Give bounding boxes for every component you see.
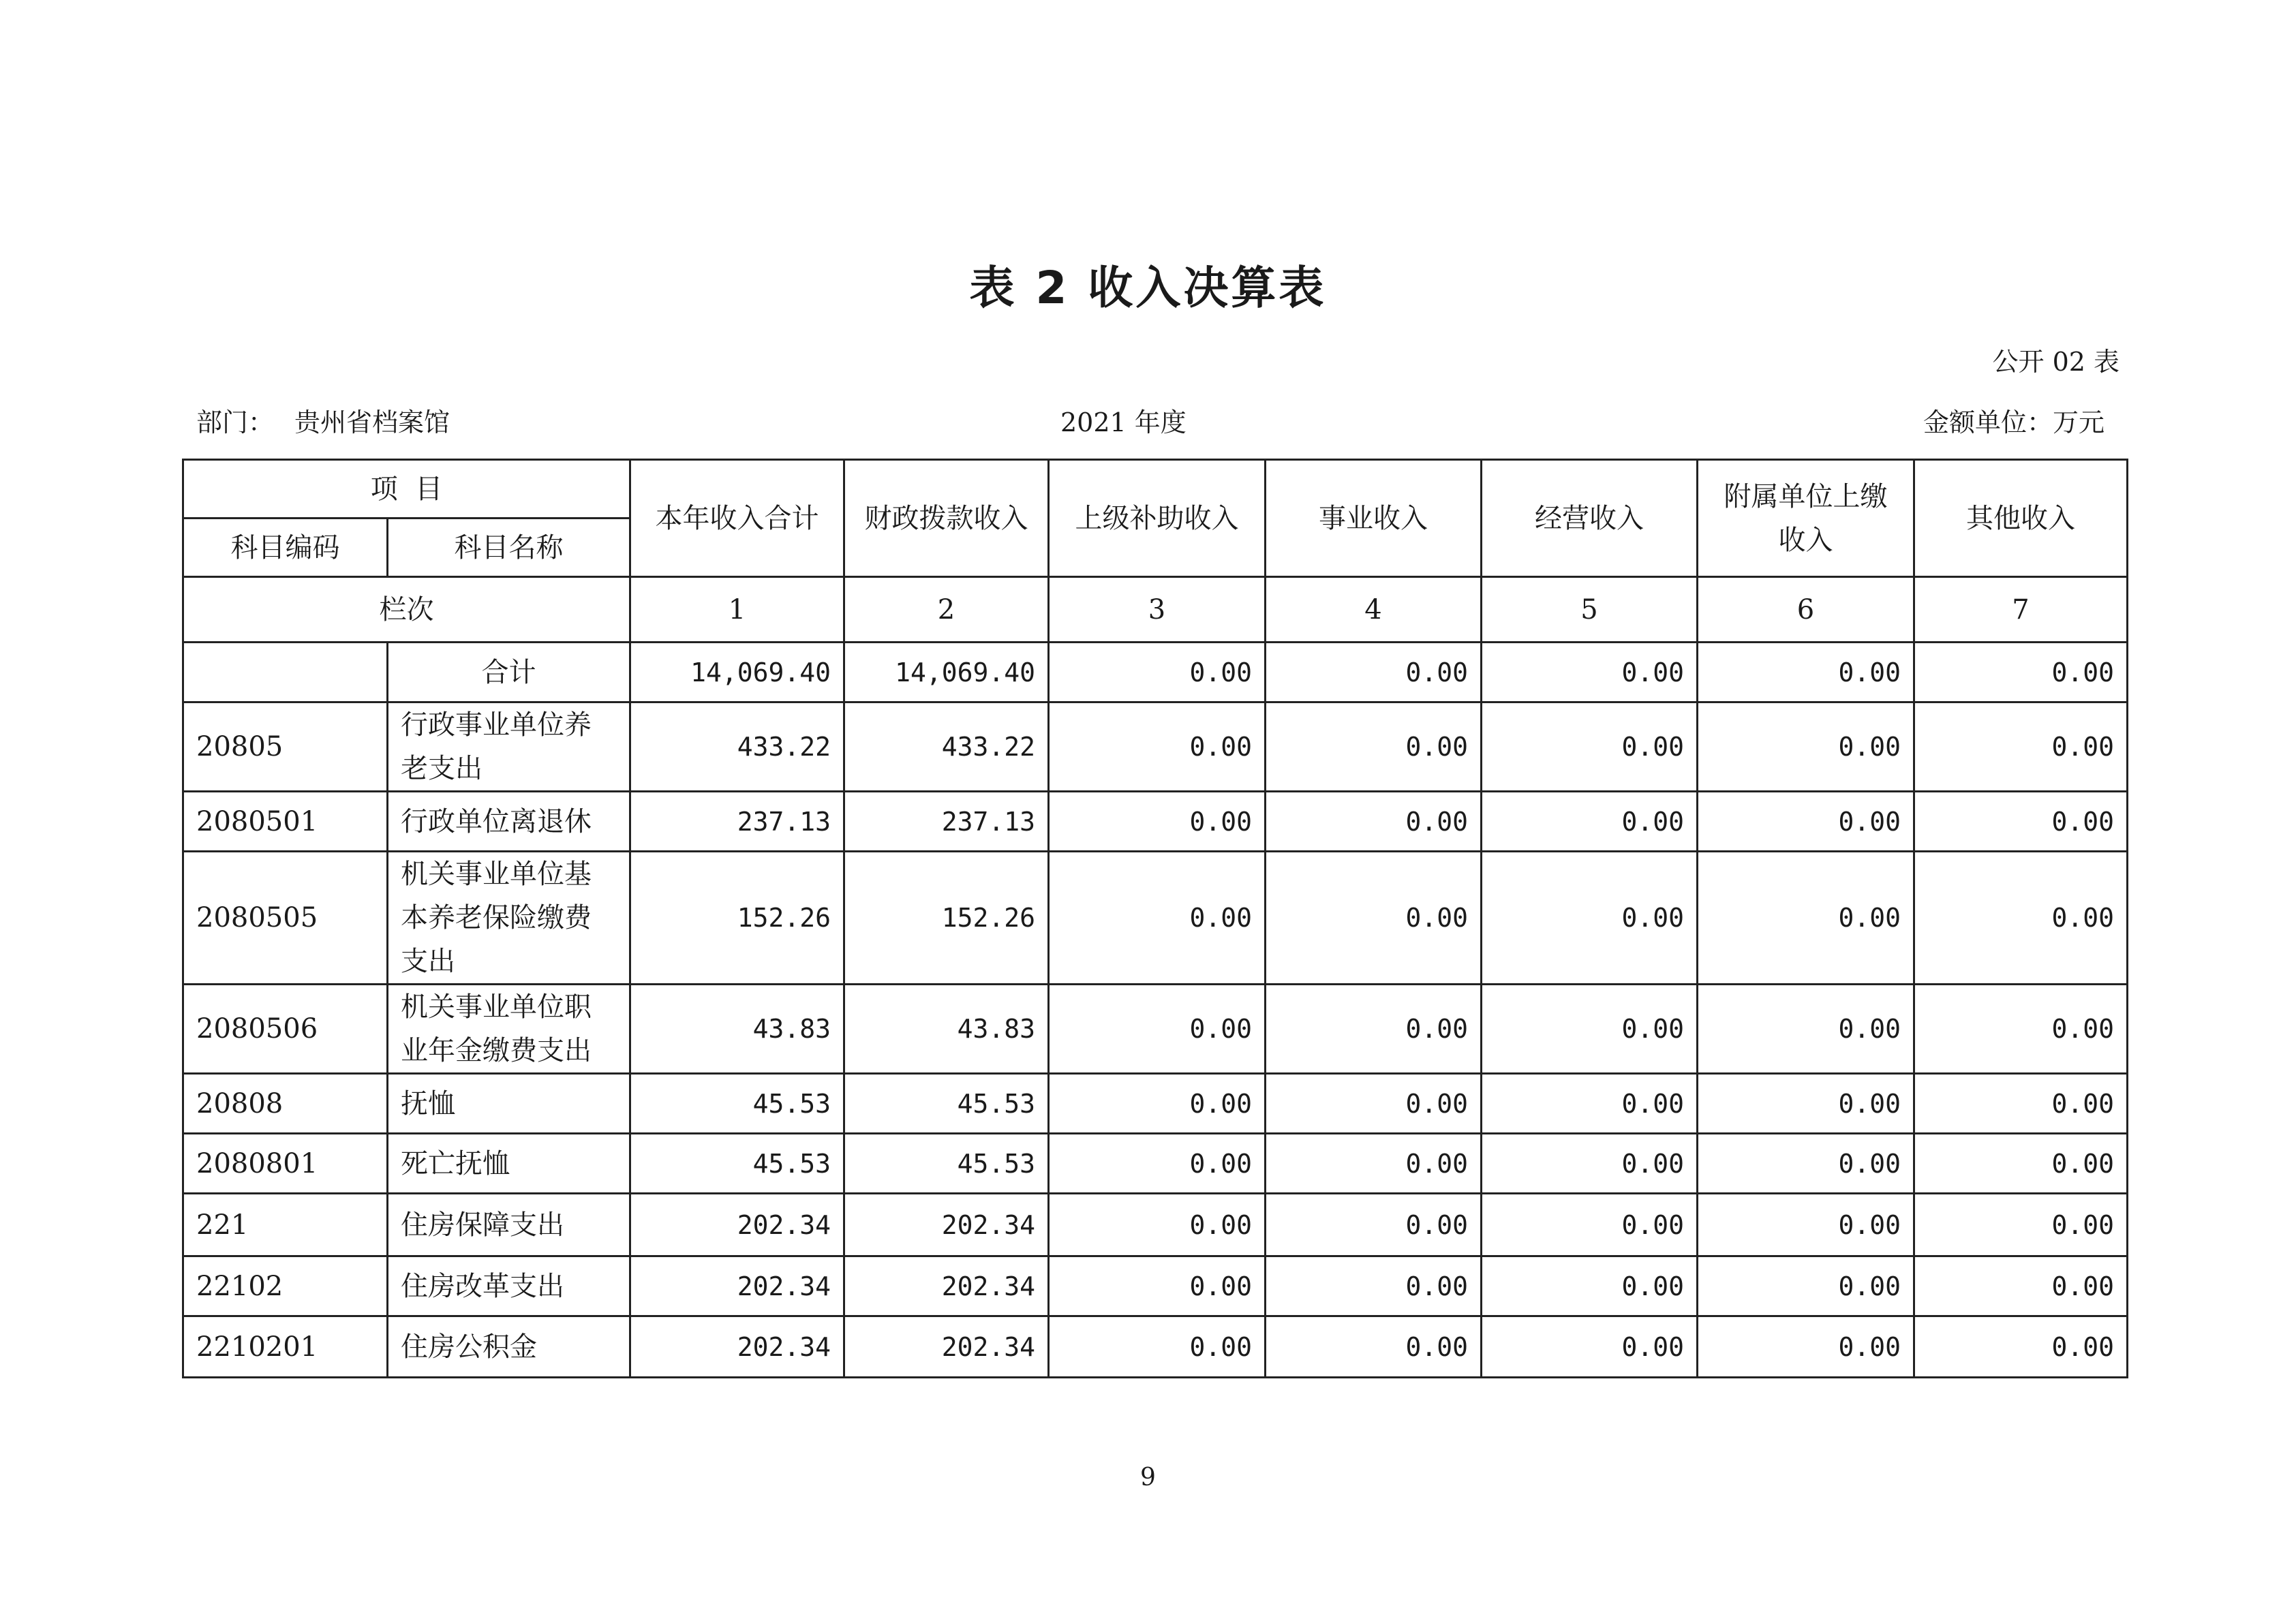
row-value: 45.53 [844, 1134, 1049, 1194]
row-value: 0.00 [1049, 1316, 1266, 1378]
column-index: 7 [1914, 577, 2128, 643]
table-row [183, 1074, 2128, 1134]
form-id: 公开 02 表 [1992, 347, 2119, 377]
row-value: 0.00 [1914, 1316, 2128, 1378]
row-value: 0.00 [1049, 702, 1266, 792]
table-row [183, 1194, 2128, 1256]
row-value: 0.00 [1482, 1316, 1698, 1378]
header-col-total: 本年收入合计 [630, 460, 844, 577]
row-value: 0.00 [1698, 985, 1914, 1074]
table-header [183, 460, 2128, 643]
row-name: 行政事业单位养老支出 [388, 702, 630, 792]
row-value: 0.00 [1049, 1074, 1266, 1134]
row-value: 45.53 [844, 1074, 1049, 1134]
row-value: 202.34 [844, 1316, 1049, 1378]
row-value: 0.00 [1049, 985, 1266, 1074]
table-row [183, 1256, 2128, 1316]
table-row [183, 792, 2128, 852]
row-value: 0.00 [1049, 1256, 1266, 1316]
row-value: 0.00 [1914, 792, 2128, 852]
row-value: 0.00 [1482, 852, 1698, 985]
row-value: 0.00 [1266, 852, 1482, 985]
row-value: 0.00 [1266, 792, 1482, 852]
row-value: 202.34 [844, 1256, 1049, 1316]
column-index: 2 [844, 577, 1049, 643]
row-value: 0.00 [1266, 1316, 1482, 1378]
row-value: 0.00 [1698, 1194, 1914, 1256]
row-value: 0.00 [1049, 1134, 1266, 1194]
column-index: 1 [630, 577, 844, 643]
row-code: 2210201 [183, 1316, 388, 1378]
row-value: 0.00 [1266, 985, 1482, 1074]
row-value: 0.00 [1698, 1134, 1914, 1194]
total-value: 0.00 [1914, 643, 2128, 702]
row-value: 0.00 [1482, 792, 1698, 852]
row-name: 行政单位离退休 [388, 792, 630, 852]
column-index: 3 [1049, 577, 1266, 643]
table-row [183, 985, 2128, 1074]
row-value: 0.00 [1698, 1074, 1914, 1134]
page-number: 9 [1140, 1464, 1156, 1491]
header-col-business: 事业收入 [1266, 460, 1482, 577]
table-row [183, 852, 2128, 985]
row-name: 住房改革支出 [388, 1256, 630, 1316]
row-code: 20805 [183, 702, 388, 792]
row-value: 0.00 [1482, 1134, 1698, 1194]
row-code: 221 [183, 1194, 388, 1256]
row-value: 0.00 [1698, 1316, 1914, 1378]
row-value: 0.00 [1914, 985, 2128, 1074]
row-code: 20808 [183, 1074, 388, 1134]
row-value: 0.00 [1914, 852, 2128, 985]
row-value: 0.00 [1049, 1194, 1266, 1256]
column-index: 4 [1266, 577, 1482, 643]
total-value: 0.00 [1482, 643, 1698, 702]
row-code: 22102 [183, 1256, 388, 1316]
total-value: 0.00 [1049, 643, 1266, 702]
table-row [183, 702, 2128, 792]
row-value: 0.00 [1698, 852, 1914, 985]
row-value: 0.00 [1266, 1134, 1482, 1194]
total-value: 0.00 [1266, 643, 1482, 702]
table-row [183, 1134, 2128, 1194]
total-label: 合计 [388, 643, 630, 702]
header-col-affiliated: 附属单位上缴收入 [1698, 460, 1914, 577]
row-value: 0.00 [1914, 1194, 2128, 1256]
row-value: 0.00 [1049, 792, 1266, 852]
table-row [183, 1316, 2128, 1378]
row-value: 0.00 [1482, 1074, 1698, 1134]
department-label: 部门： [196, 407, 275, 437]
row-value: 0.00 [1914, 1134, 2128, 1194]
row-value: 433.22 [844, 702, 1049, 792]
row-value: 0.00 [1049, 852, 1266, 985]
row-value: 0.00 [1698, 702, 1914, 792]
total-row [183, 643, 2128, 702]
row-value: 0.00 [1482, 702, 1698, 792]
row-code: 2080505 [183, 852, 388, 985]
row-name: 机关事业单位基本养老保险缴费支出 [388, 852, 630, 985]
row-code: 2080801 [183, 1134, 388, 1194]
row-value: 45.53 [630, 1134, 844, 1194]
row-value: 0.00 [1698, 792, 1914, 852]
row-value: 433.22 [630, 702, 844, 792]
row-code: 2080506 [183, 985, 388, 1074]
row-value: 45.53 [630, 1074, 844, 1134]
row-value: 0.00 [1266, 1074, 1482, 1134]
column-index-label: 栏次 [183, 577, 630, 643]
row-name: 住房保障支出 [388, 1194, 630, 1256]
row-value: 0.00 [1482, 1256, 1698, 1316]
row-name: 机关事业单位职业年金缴费支出 [388, 985, 630, 1074]
header-name: 科目名称 [388, 519, 630, 577]
meta-row [196, 405, 2104, 439]
total-value: 14,069.40 [630, 643, 844, 702]
row-value: 0.00 [1698, 1256, 1914, 1316]
row-value: 237.13 [630, 792, 844, 852]
row-name: 住房公积金 [388, 1316, 630, 1378]
row-value: 237.13 [844, 792, 1049, 852]
row-value: 202.34 [630, 1256, 844, 1316]
row-value: 202.34 [844, 1194, 1049, 1256]
row-name: 死亡抚恤 [388, 1134, 630, 1194]
row-value: 0.00 [1914, 1074, 2128, 1134]
header-col-superior: 上级补助收入 [1049, 460, 1266, 577]
page-title: 表 2 收入决算表 [969, 262, 1327, 314]
row-value: 0.00 [1482, 985, 1698, 1074]
row-value: 0.00 [1914, 702, 2128, 792]
header-col-other: 其他收入 [1914, 460, 2128, 577]
total-value: 14,069.40 [844, 643, 1049, 702]
row-value: 0.00 [1266, 1256, 1482, 1316]
row-value: 0.00 [1914, 1256, 2128, 1316]
fiscal-year: 2021 年度 [1060, 407, 1187, 437]
header-col-fiscal: 财政拨款收入 [844, 460, 1049, 577]
row-value: 43.83 [844, 985, 1049, 1074]
total-value: 0.00 [1698, 643, 1914, 702]
row-value: 0.00 [1266, 1194, 1482, 1256]
column-index: 6 [1698, 577, 1914, 643]
column-index: 5 [1482, 577, 1698, 643]
department [196, 405, 450, 439]
table-body [183, 643, 2128, 1378]
row-value: 202.34 [630, 1316, 844, 1378]
department-name: 贵州省档案馆 [294, 407, 450, 437]
header-col-operating: 经营收入 [1482, 460, 1698, 577]
row-value: 202.34 [630, 1194, 844, 1256]
amount-unit: 金额单位：万元 [1923, 407, 2104, 437]
total-code [183, 643, 388, 702]
row-value: 43.83 [630, 985, 844, 1074]
header-code: 科目编码 [183, 519, 388, 577]
column-index-row [183, 577, 2128, 643]
row-value: 152.26 [630, 852, 844, 985]
header-item: 项 目 [183, 460, 630, 519]
row-code: 2080501 [183, 792, 388, 852]
income-table [182, 459, 2128, 1378]
row-value: 0.00 [1266, 702, 1482, 792]
row-value: 0.00 [1482, 1194, 1698, 1256]
row-name: 抚恤 [388, 1074, 630, 1134]
row-value: 152.26 [844, 852, 1049, 985]
